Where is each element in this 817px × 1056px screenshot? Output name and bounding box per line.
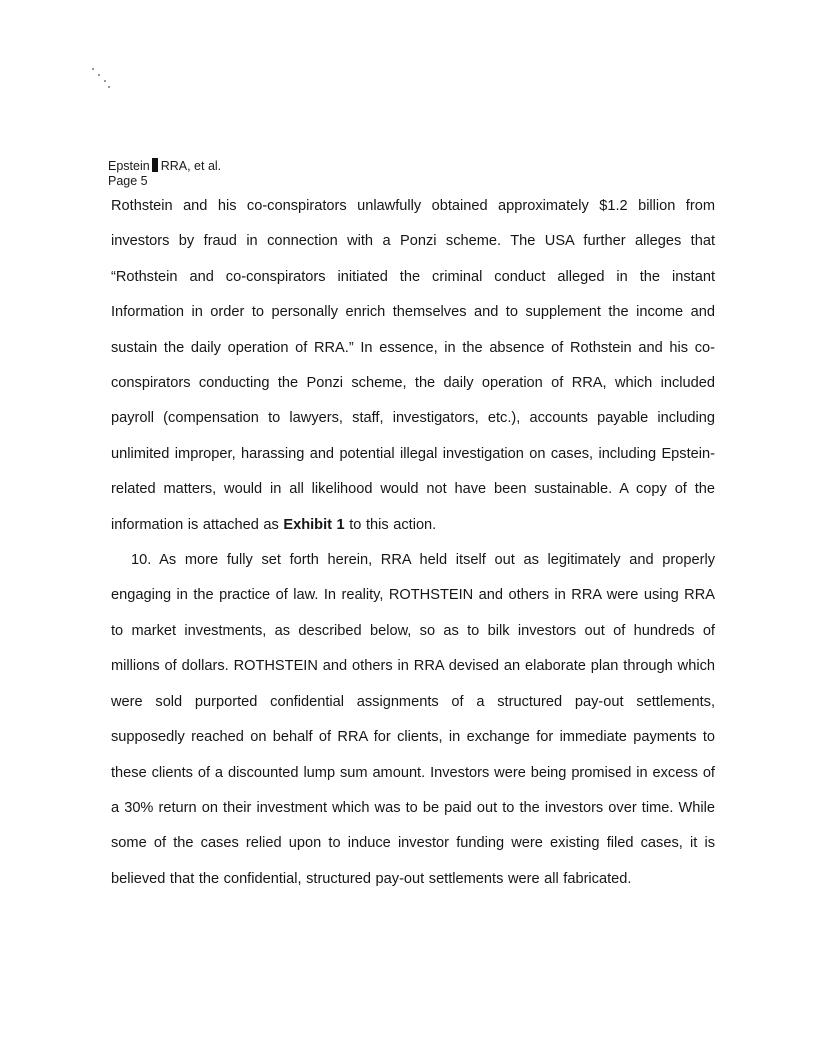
document-body — [111, 189, 715, 897]
scan-speck — [98, 74, 100, 76]
caption-party-right: RRA, et al. — [160, 159, 222, 173]
caption-party-left: Epstein — [108, 159, 150, 173]
redaction-bar — [152, 158, 158, 172]
page-number: Page 5 — [108, 174, 148, 188]
scan-speck — [108, 86, 110, 88]
paragraph-text-end: to this action. — [344, 516, 437, 533]
case-caption — [108, 158, 221, 174]
scan-speck — [104, 80, 106, 82]
exhibit-reference: Exhibit 1 — [283, 516, 345, 533]
scan-speck — [92, 68, 94, 70]
document-header — [108, 158, 221, 189]
paragraph-continuation — [111, 189, 715, 543]
paragraph-10: 10. As more fully set forth herein, RRA held itself out as legitimately and properly engaging in the practice of law. In reality, ROTHSTEIN and others in RRA were using RRA to market investments, as described below, so as to bilk investors out of hundreds of millions of dollars. ROTHSTEIN and others in RRA devised an elaborate plan through which were sold purported confidential assignments of a structured pay-out settlements, supposedly reached on behalf of RRA for clients, in exchange for immediate payments to these clients of a discounted lump sum amount. Investors were being promised in excess of a 30% return on their investment which was to be paid out to the investors over time. While some of the cases relied upon to induce investor funding were existing filed cases, it is believed that the confidential, structured pay-out settlements were all fabricated. — [111, 552, 715, 887]
paragraph-text: Rothstein and his co-conspirators unlawfully obtained approximately $1.2 billion from investors by fraud in connection with a Ponzi scheme. The USA further alleges that “Rothstein and co-conspirators initiated the criminal conduct alleged in the instant Information in order to personally enrich themselves and to supplement the income and sustain the daily operation of RRA.” In essence, in the absence of Rothstein and his co-conspirators conducting the Ponzi scheme, the daily operation of RRA, which included payroll (compensation to lawyers, staff, investigators, etc.), accounts payable including unlimited improper, harassing and potential illegal investigation on cases, including Epstein-related matters, would in all likelihood would not have been sustainable. A copy of the information is attached as — [111, 198, 715, 533]
